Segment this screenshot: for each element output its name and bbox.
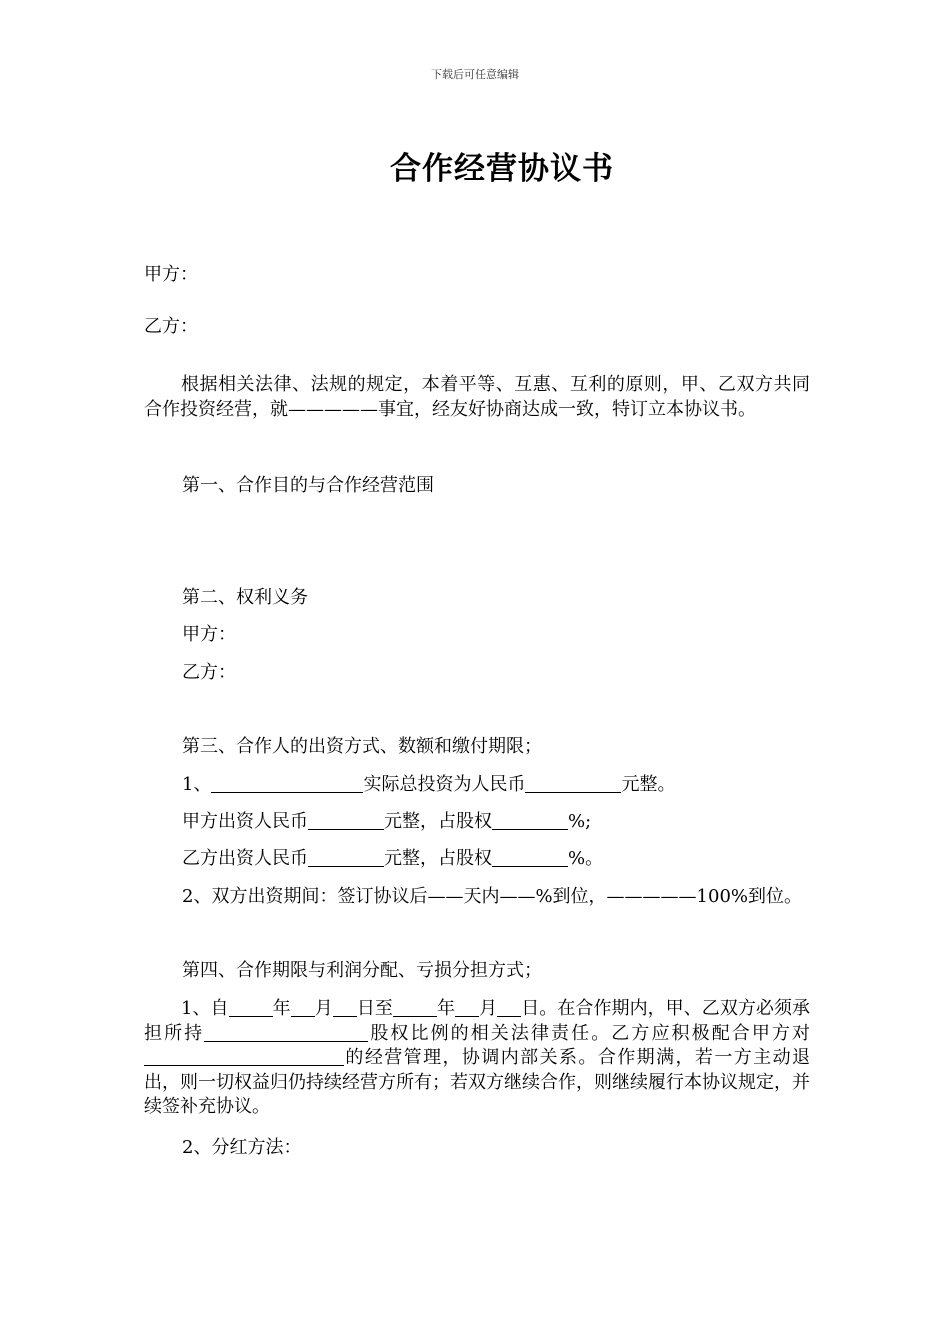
section1-heading: 第一、合作目的与合作经营范围 (182, 475, 434, 496)
blank-field (497, 998, 521, 1017)
section4-paragraph1 (144, 997, 810, 1120)
party-a-invest-label: 甲方出资人民币 (182, 811, 308, 832)
document-title: 合作经营协议书 (390, 151, 614, 187)
day-end-label: 日。在合作期内，甲、乙双方必须承担所持 (144, 998, 811, 1044)
blank-field (229, 998, 273, 1017)
pct-label: %; (568, 811, 592, 832)
year-label: 年 (436, 998, 456, 1019)
section2-heading: 第二、权利义务 (182, 587, 308, 608)
header-note: 下载后可任意编辑 (431, 68, 519, 81)
p1-a: 1、自 (181, 998, 229, 1019)
month-label: 月 (479, 998, 498, 1019)
section3-item1 (182, 772, 675, 798)
p1-c: 的经营管理，协调内部关系。合作期满，若一方主动退出，则一切权益归仍持续经营方所有；若双方继续合作，则继续履行本协议规定，并续签补充协议。 (144, 1047, 810, 1117)
intro-paragraph: 根据相关法律、法规的规定，本着平等、互惠、互利的原则，甲、乙双方共同合作投资经营，就—————事宜，经友好协商达成一致，特订立本协议书。 (144, 374, 810, 420)
blank-field (393, 998, 437, 1017)
blank-field (308, 848, 384, 867)
blank-field (308, 811, 384, 830)
section4-item2: 2、分红方法： (182, 1137, 302, 1158)
item1-prefix: 1、 (182, 774, 212, 795)
day-to-label: 日至 (356, 998, 393, 1019)
blank-field (291, 998, 315, 1017)
item1-mid: 实际总投资为人民币 (363, 774, 526, 795)
section3-party-a-investment (182, 809, 591, 835)
section4-heading: 第四、合作期限与利润分配、亏损分担方式； (182, 960, 542, 981)
party-a-label: 甲方： (144, 264, 198, 285)
party-b-invest-label: 乙方出资人民币 (182, 848, 308, 869)
pct-label: %。 (568, 848, 604, 869)
blank-field (455, 998, 479, 1017)
section2-party-b: 乙方： (182, 662, 236, 683)
blank-field (492, 848, 568, 867)
section3-item2: 2、双方出资期间：签订协议后——天内——%到位，—————100%到位。 (182, 886, 803, 907)
yuan-label: 元整，占股权 (384, 811, 492, 832)
blank-field (525, 774, 621, 793)
blank-field (333, 998, 357, 1017)
section2-party-a: 甲方： (182, 624, 236, 645)
blank-field (144, 1047, 344, 1066)
section3-party-b-investment (182, 846, 603, 872)
blank-field (211, 774, 363, 793)
section3-heading: 第三、合作人的出资方式、数额和缴付期限； (182, 736, 542, 757)
month-label: 月 (314, 998, 333, 1019)
blank-field (492, 811, 568, 830)
party-b-label: 乙方： (144, 316, 198, 337)
item1-suffix: 元整。 (621, 774, 676, 795)
year-label: 年 (272, 998, 291, 1019)
p1-b: 股权比例的相关法律责任。乙方应积极配合甲方对 (368, 1022, 811, 1044)
blank-field (204, 1023, 368, 1042)
yuan-label: 元整，占股权 (384, 848, 492, 869)
